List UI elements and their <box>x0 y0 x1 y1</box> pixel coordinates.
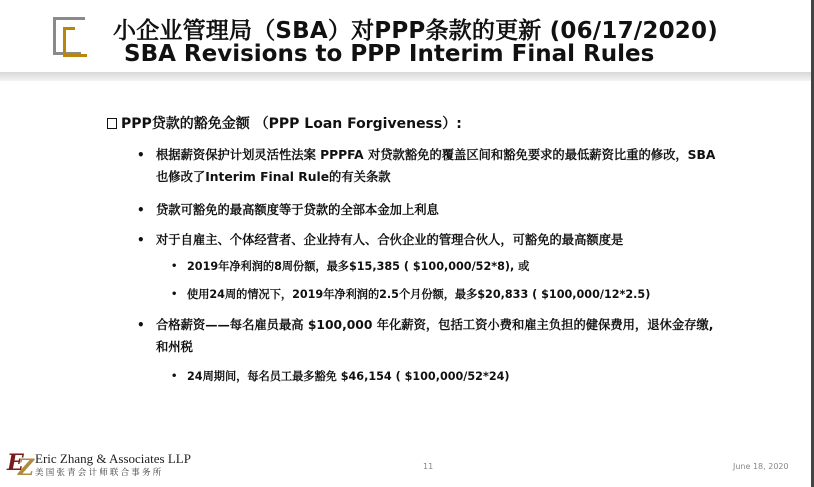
section-heading-text: PPP贷款的豁免金额 （PPP Loan Forgiveness）: <box>121 116 462 132</box>
bullet-dot-icon: • <box>171 261 178 272</box>
firm-name-chinese: 美国张青会计师联合事务所 <box>35 468 164 478</box>
list-item-line: 也修改了Interim Final Rule的有关条款 <box>156 170 391 184</box>
firm-logo <box>7 450 197 480</box>
bullet-dot-icon: • <box>171 289 178 300</box>
bullet-dot-icon: • <box>137 203 145 217</box>
bullet-dot-icon: • <box>171 371 178 382</box>
page-number: 11 <box>423 462 434 471</box>
list-item <box>137 229 796 251</box>
sub-list-item-text: 使用24周的情况下，2019年净利润的2.5个月份额，最多$20,833 ( $100,000/12*2.5) <box>187 288 651 301</box>
list-item <box>137 144 796 188</box>
firm-name-english: Eric Zhang & Associates LLP <box>35 451 191 466</box>
sub-list-item <box>171 368 510 386</box>
list-item-line: 贷款可豁免的最高额度等于贷款的全部本金加上利息 <box>156 203 439 217</box>
list-item-line: 合格薪资——每名雇员最高 $100,000 年化薪资，包括工资小费和雇主负担的健保费用，退休金存缴, <box>156 318 714 332</box>
list-item <box>137 314 801 358</box>
page-title-english: SBA Revisions to PPP Interim Final Rules <box>124 41 655 67</box>
list-item-line: 和州税 <box>156 340 193 354</box>
bullet-dot-icon: • <box>137 148 145 162</box>
list-item <box>137 199 796 221</box>
page-title-chinese: 小企业管理局（SBA）对PPP条款的更新 (06/17/2020) <box>113 18 718 44</box>
bullet-dot-icon: • <box>137 233 145 247</box>
bullet-dot-icon: • <box>137 318 145 332</box>
list-item-line: 根据薪资保护计划灵活性法案 PPPFA 对贷款豁免的覆盖区间和豁免要求的最低薪资比重的修改，SBA <box>156 148 716 162</box>
footer-date: June 18, 2020 <box>733 462 789 471</box>
sub-list-item <box>171 286 651 304</box>
ez-monogram-icon: E Z <box>7 450 35 481</box>
sub-list-item <box>171 258 530 276</box>
sub-list-item-text: 24周期间，每名员工最多豁免 $46,154 ( $100,000/52*24) <box>187 370 510 383</box>
sub-list-item-text: 2019年净利润的8周份额，最多$15,385 ( $100,000/52*8), 或 <box>187 260 530 273</box>
list-item-line: 对于自雇主、个体经营者、企业持有人、合伙企业的管理合伙人，可豁免的最高额度是 <box>156 233 624 247</box>
